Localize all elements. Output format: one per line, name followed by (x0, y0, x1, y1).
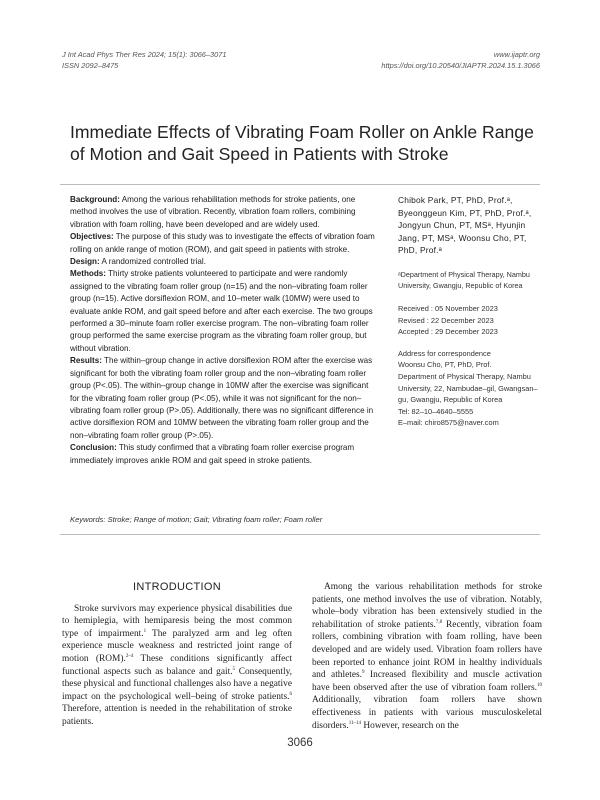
intro-text: Increased flexibility and muscle activation have been observed after the use of vibration foam rollers. (312, 670, 542, 693)
intro-text: These conditions significantly affect functional aspects such as balance and gait. (62, 653, 293, 677)
intro-text: Additionally, vibration foam rollers have shown effectiveness in patients with various musculoskeletal disorders. (312, 695, 542, 731)
citation-ref: 1 (143, 628, 147, 634)
intro-text: Therefore, attention is needed in the rehabilitation of stroke patients. (62, 704, 292, 727)
abstract-design (70, 256, 376, 268)
paper-title: Immediate Effects of Vibrating Foam Roller on Ankle Range of Motion and Gait Speed in Patients with Stroke (70, 122, 534, 164)
abstract-methods (70, 268, 376, 355)
abstract-results (70, 355, 376, 442)
body-column-left (62, 581, 292, 729)
background-text: Among the various rehabilitation methods for stroke patients, one method involves the use of vibration. Recently, vibration foam rollers, combining vibration with foam rolling, have been developed and are widely used. (70, 195, 356, 229)
intro-text: However, research on the (361, 720, 459, 731)
page-number: 3066 (287, 737, 313, 749)
abstract-conclusion (70, 442, 376, 467)
citation-ref: 6 (289, 691, 292, 697)
intro-text: Stroke survivors may experience physical disabilities due to hemiplegia, with hemiparesis being the most common type of impairment. (62, 603, 292, 639)
objectives-label: Objectives: (70, 232, 114, 242)
design-label: Design: (70, 257, 100, 267)
section-heading: INTRODUCTION (133, 581, 221, 593)
intro-text: Recently, vibration foam rollers, combining vibration with foam rolling, have been developed and are widely used. Vibration foam rollers have been reported to enhance joint ROM in healthy individuals and athletes. (312, 619, 542, 681)
intro-paragraph-2 (312, 581, 542, 732)
journal-website-link[interactable]: www.ijaptr.org (493, 50, 540, 59)
abstract-background (70, 194, 376, 231)
correspondence (398, 348, 544, 429)
keywords (70, 515, 322, 524)
correspondence-email[interactable]: E–mail: chiro8575@naver.com (398, 418, 499, 428)
article-dates (398, 303, 544, 338)
intro-text: The paralyzed arm and leg often experience muscle weakness and restricted joint range of motion (ROM). (62, 628, 292, 664)
journal-header (62, 49, 226, 71)
bottom-divider (60, 534, 540, 535)
correspondence-label: Address for correspondence (398, 348, 491, 358)
conclusion-label: Conclusion: (70, 443, 117, 453)
citation-ref: 2–4 (125, 653, 134, 659)
intro-paragraph-1 (62, 603, 292, 729)
methods-label: Methods: (70, 269, 106, 279)
intro-text: Consequently, these physical and functional challenges also have a negative impact on the psychological well–being of stroke patients. (62, 666, 292, 702)
body-column-right (312, 581, 542, 732)
journal-links (381, 49, 540, 71)
citation-ref: 7,8 (435, 619, 443, 625)
author-list: Chibok Park, PT, PhD, Prof.ᵃ, Byeonggeun Kim, PT, PhD, Prof.ᵃ, Jongyun Chun, PT, MSᵃ, Hyunjin Jang, PT, MSᵃ, Woonsu Cho, PT, PhD, Prof.ᵃ (398, 195, 532, 256)
citation-ref: 5 (232, 666, 236, 672)
affiliation: ᵃDepartment of Physical Therapy, Nambu University, Gwangju, Republic of Korea (398, 269, 530, 290)
citation-ref: 11–14 (348, 720, 362, 726)
correspondence-address: Department of Physical Therapy, Nambu University, 22, Nambudae–gil, Gwangsan–gu, Gwangju, Republic of Korea (398, 371, 538, 405)
keywords-label: Keywords: (70, 515, 106, 524)
revised-date: Revised : 22 December 2023 (398, 315, 494, 325)
methods-text: Thirty stroke patients volunteered to participate and were randomly assigned to the vibrating foam roller group (n=15) and the non–vibrating foam roller group (n=15). Active dorsiflexion ROM, and 10–meter walk (10MW) were used to evaluate ankle ROM, and gait speed before and after each exercise. The two groups performed a 30–minute foam roller exercise program. The non–vibrating foam roller group performed the same exercise program as the vibrating foam roller group, but without vibration. (70, 269, 373, 353)
journal-citation: J Int Acad Phys Ther Res 2024; 15(1): 3066–3071 (62, 50, 227, 59)
background-label: Background: (70, 195, 120, 204)
journal-issn: ISSN 2092–8475 (62, 61, 119, 70)
design-text: A randomized controlled trial. (99, 257, 206, 267)
objectives-text: The purpose of this study was to investigate the effects of vibration foam rolling on ankle range of motion (ROM), and gait speed in patients with stroke. (70, 232, 375, 254)
correspondence-name: Woonsu Cho, PT, PhD, Prof. (398, 360, 492, 370)
citation-ref: 10 (537, 682, 542, 688)
correspondence-tel: Tel: 82–10–4640–5555 (398, 406, 474, 416)
keywords-text: Stroke; Range of motion; Gait; Vibrating foam roller; Foam roller (105, 515, 323, 524)
conclusion-text: This study confirmed that a vibrating foam roller exercise program immediately improves ankle ROM and gait speed in stroke patients. (70, 443, 355, 465)
accepted-date: Accepted : 29 December 2023 (398, 327, 498, 337)
intro-text: Among the various rehabilitation methods for stroke patients, one method involves the use of vibration. Notably, whole–body vibration has been extensively studied in the rehabilitation of stroke patients. (312, 582, 542, 630)
top-divider (60, 184, 540, 185)
article-info-sidebar (398, 194, 544, 429)
results-label: Results: (70, 356, 102, 366)
received-date: Received : 05 November 2023 (398, 303, 498, 313)
citation-ref: 9 (362, 670, 365, 676)
abstract-objectives (70, 231, 376, 256)
doi-link[interactable]: https://doi.org/10.20540/JIAPTR.2024.15.1.3066 (381, 61, 540, 70)
abstract (70, 194, 376, 467)
results-text: The within–group change in active dorsiflexion ROM after the exercise was significant for both the vibrating foam roller group and the non–vibrating foam roller group (P<.05). The within–group change in 10MW after the exercise was significant for the vibrating foam roller group (P<.05), while it was not significant for the non–vibrating foam roller group (P>.05). Additionally, there was no significant difference in active dorsiflexion ROM and 10MW between the vibrating foam roller group and the non–vibrating foam roller group (P>.05). (70, 356, 374, 440)
